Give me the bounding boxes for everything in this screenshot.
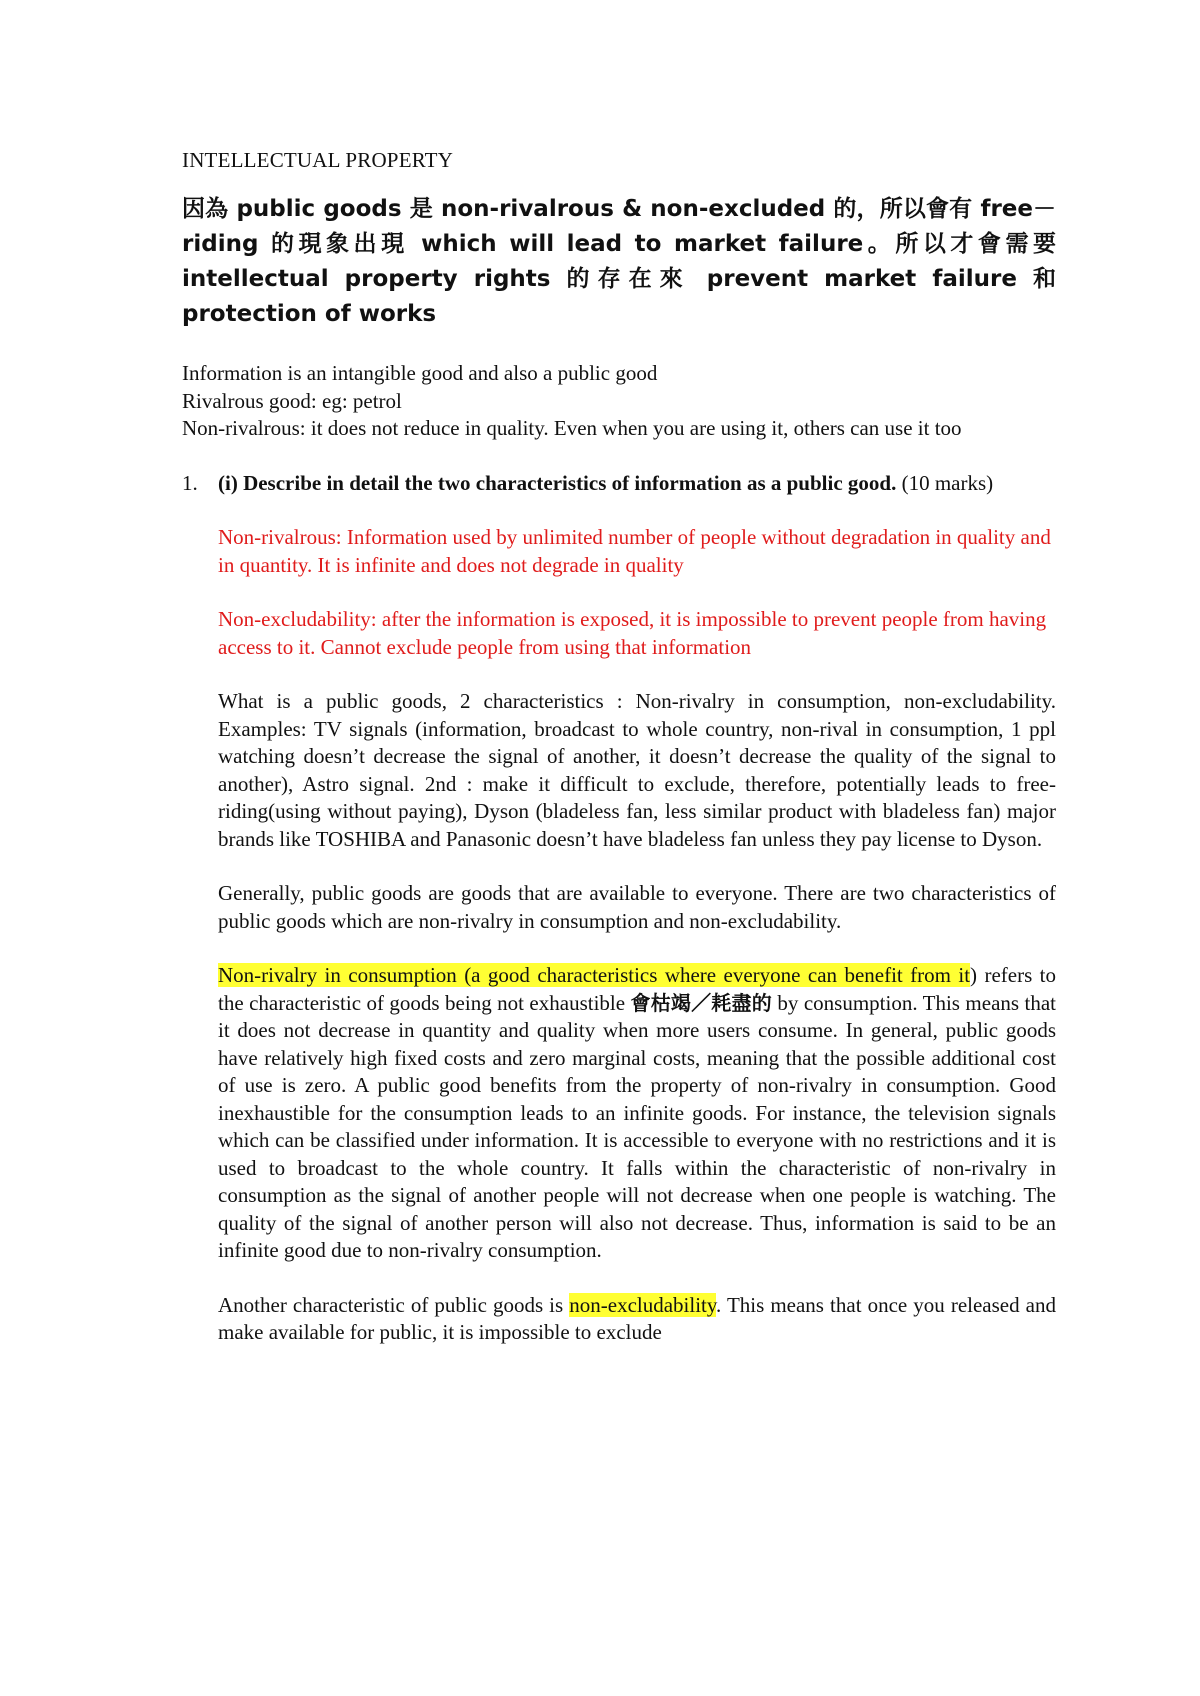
answer-section bbox=[218, 524, 1056, 1347]
note-line: Information is an intangible good and also a public good bbox=[182, 361, 658, 385]
paragraph-text: by consumption. This means that it does not decrease in quantity and quality when more users consume. In general, public goods have relatively high fixed costs and zero marginal costs, meaning that the possible additional cost of use is zero. A public good benefits from the property of non-rivalry in consumption. Good inexhaustible for the consumption leads to an infinite goods. For instance, the television signals which can be classified under information. It is accessible to everyone with no restrictions and it is used to broadcast to the whole country. It falls within the characteristic of non-rivalry in consumption as the signal of another people will not decrease when one people is watching. The quality of the signal of another person will also not decrease. Thus, information is said to be an infinite good due to non-rivalry consumption. bbox=[218, 990, 1057, 1262]
document-body bbox=[182, 146, 1056, 1374]
highlighted-term: non-excludability bbox=[569, 1292, 717, 1317]
paragraph-generally: Generally, public goods are goods that are available to everyone. There are two characteristics of public goods which are non-rivalry in consumption and non-excludability. bbox=[218, 881, 1056, 933]
paragraph-another-characteristic bbox=[218, 1292, 1056, 1347]
highlighted-text: Non-rivalry in consumption (a good characteristics where everyone can benefit from it bbox=[218, 963, 971, 987]
document-title: INTELLECTUAL PROPERTY bbox=[182, 148, 454, 172]
notes-block bbox=[182, 360, 1056, 443]
paragraph-text: Another characteristic of public goods is bbox=[218, 1292, 570, 1317]
paragraph-text: ) refers to the characteristic of goods being not exhaustible bbox=[218, 963, 1056, 1015]
question-1 bbox=[182, 470, 1056, 498]
question-prompt: (i) Describe in detail the two characteristics of information as a public good. bbox=[218, 470, 897, 495]
cjk-annotation: 會枯竭／耗盡的 bbox=[630, 990, 772, 1015]
question-number: 1. bbox=[182, 470, 198, 495]
answer-non-rivalrous: Non-rivalrous: Information used by unlimited number of people without degradation in quality and in quantity. It is infinite and does not degrade in quality bbox=[218, 525, 1051, 577]
intro-paragraph: 因為 public goods 是 non-rivalrous & non-excluded 的，所以會有 free－riding 的現象出現 which will lead to market failure。所以才會需要 intellectual property rights 的存在來 prevent market failure 和 protection of works bbox=[182, 196, 1056, 327]
note-line: Rivalrous good: eg: petrol bbox=[182, 388, 402, 413]
answer-non-excludability: Non-excludability: after the information is exposed, it is impossible to prevent people from having access to it. Cannot exclude people from using that information bbox=[218, 607, 1047, 659]
question-marks: (10 marks) bbox=[901, 470, 994, 495]
question-text bbox=[218, 470, 1056, 498]
paragraph-text: . This means that once you released and make available for public, it is impossible to exclude bbox=[218, 1292, 1056, 1344]
paragraph-non-rivalry bbox=[218, 962, 1056, 1265]
paragraph-what-is-public-goods: What is a public goods, 2 characteristics : Non-rivalry in consumption, non-excludability. Examples: TV signals (information, broadcast to whole country, non-rival in consumption, 1 ppl watching doesn’t decrease the signal of another, it doesn’t decrease the quality of the signal to another), Astro signal. 2nd : make it difficult to exclude, therefore, potentially leads to free-riding(using without paying), Dyson (bladeless fan, less similar product with bladeless fan) major brands like TOSHIBA and Panasonic doesn’t have bladeless fan unless they pay license to Dyson. bbox=[218, 689, 1056, 851]
note-line: Non-rivalrous: it does not reduce in quality. Even when you are using it, others can use it too bbox=[182, 416, 962, 440]
